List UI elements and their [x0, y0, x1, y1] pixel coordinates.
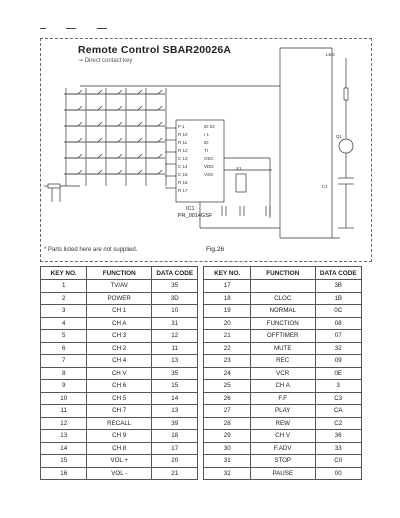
data-code-cell: 11	[152, 342, 198, 355]
key-switch-icon	[128, 122, 142, 126]
function-cell: STOP	[250, 455, 315, 468]
function-cell: PLAY	[250, 405, 315, 418]
key-switch-icon	[148, 154, 162, 158]
table-row	[41, 417, 362, 430]
svg-text:VSS: VSS	[204, 172, 214, 177]
svg-text:I 1: I 1	[204, 132, 210, 137]
key-switch-icon	[68, 170, 82, 174]
key-switch-icon	[68, 154, 82, 158]
function-cell: OFFTIMER	[250, 330, 315, 343]
function-cell: CH 5	[87, 392, 152, 405]
svg-text:Q1: Q1	[336, 134, 343, 139]
key-switch-icon	[88, 154, 102, 158]
data-code-cell: 20	[152, 455, 198, 468]
data-code-cell: 32	[315, 342, 362, 355]
key-no-cell: 28	[204, 417, 250, 430]
key-no-cell: 17	[204, 280, 250, 293]
data-code-cell: 13	[152, 405, 198, 418]
key-switch-icon	[88, 122, 102, 126]
schematic-title: Remote Control SBAR20026A	[78, 44, 232, 56]
key-no-cell: 14	[41, 442, 87, 455]
function-cell: CLOC	[250, 292, 315, 305]
key-switch-icon	[68, 122, 82, 126]
key-matrix	[64, 88, 166, 186]
key-switch-icon	[148, 170, 162, 174]
key-no-cell: 4	[41, 317, 87, 330]
key-no-cell: 12	[41, 417, 87, 430]
table-row	[41, 305, 362, 318]
table-row	[41, 430, 362, 443]
function-cell: CH 8	[87, 442, 152, 455]
ic-label: IC1	[186, 206, 195, 212]
key-no-cell: 29	[204, 430, 250, 443]
mark	[97, 28, 107, 29]
function-cell: CH 3	[87, 330, 152, 343]
schematic-legend	[78, 57, 132, 64]
key-no-cell: 32	[204, 467, 250, 480]
svg-text:R 10: R 10	[178, 132, 188, 137]
data-code-cell: 3	[315, 380, 362, 393]
data-code-cell: 07	[315, 330, 362, 343]
function-cell: RECALL	[87, 417, 152, 430]
svg-text:C 13: C 13	[178, 156, 188, 161]
svg-text:C 14: C 14	[178, 164, 188, 169]
svg-text:OSC: OSC	[204, 156, 214, 161]
table-row	[41, 330, 362, 343]
header-data-code: DATA CODE	[152, 267, 198, 280]
data-code-cell: 3B	[315, 280, 362, 293]
key-no-cell: 21	[204, 330, 250, 343]
header-function: FUNCTION	[250, 267, 315, 280]
svg-text:ID 22: ID 22	[204, 124, 215, 129]
data-code-cell: 35	[152, 367, 198, 380]
data-code-cell: 31	[152, 317, 198, 330]
key-code-table	[40, 266, 362, 480]
data-code-cell: 39	[152, 417, 198, 430]
svg-text:C 15: C 15	[178, 172, 188, 177]
function-cell: CH 4	[87, 355, 152, 368]
function-cell	[250, 280, 315, 293]
function-cell: CH 1	[87, 305, 152, 318]
key-switch-icon	[148, 106, 162, 110]
key-no-cell: 26	[204, 392, 250, 405]
data-code-cell: 10	[152, 305, 198, 318]
function-cell: PAUSE	[250, 467, 315, 480]
function-cell: TV/AV	[87, 280, 152, 293]
function-cell: FUNCTION	[250, 317, 315, 330]
top-marks	[40, 16, 123, 34]
key-no-cell: 1	[41, 280, 87, 293]
svg-text:ID: ID	[204, 140, 209, 145]
key-switch-icon	[68, 138, 82, 142]
data-code-cell: 13	[152, 355, 198, 368]
function-cell: REC	[250, 355, 315, 368]
key-switch-icon	[108, 122, 122, 126]
key-switch-icon	[88, 138, 102, 142]
data-code-cell: C2	[315, 417, 362, 430]
data-code-cell: 3D	[152, 292, 198, 305]
data-code-cell: C0	[315, 455, 362, 468]
key-no-cell: 16	[41, 467, 87, 480]
key-no-cell: 2	[41, 292, 87, 305]
data-code-cell: 18	[152, 430, 198, 443]
key-switch-icon	[88, 106, 102, 110]
key-switch-icon	[148, 138, 162, 142]
function-cell: VOL -	[87, 467, 152, 480]
key-no-cell: 5	[41, 330, 87, 343]
data-code-cell: 08	[315, 317, 362, 330]
table-row	[41, 342, 362, 355]
table-row	[41, 380, 362, 393]
key-no-cell: 9	[41, 380, 87, 393]
table-row	[41, 405, 362, 418]
data-code-cell: 21	[152, 467, 198, 480]
ic-part: PR_9014GSF	[178, 213, 213, 219]
svg-text:P 1: P 1	[178, 124, 185, 129]
table-row	[41, 292, 362, 305]
function-cell: F.ADV	[250, 442, 315, 455]
key-switch-icon	[128, 138, 142, 142]
key-no-cell: 25	[204, 380, 250, 393]
key-no-cell: 24	[204, 367, 250, 380]
key-no-cell: 11	[41, 405, 87, 418]
key-no-cell: 30	[204, 442, 250, 455]
svg-text:R 12: R 12	[178, 148, 188, 153]
key-switch-icon	[148, 90, 162, 94]
key-no-cell: 31	[204, 455, 250, 468]
function-cell: MUTE	[250, 342, 315, 355]
svg-text:VDD: VDD	[204, 164, 214, 169]
header-function: FUNCTION	[87, 267, 152, 280]
svg-text:LED: LED	[326, 52, 335, 57]
header-key-no: KEY NO.	[41, 267, 87, 280]
table-row	[41, 280, 362, 293]
key-switch-icon	[88, 170, 102, 174]
key-no-cell: 15	[41, 455, 87, 468]
contact-symbol-icon: ⊸	[78, 58, 84, 64]
data-code-cell: 36	[315, 430, 362, 443]
key-no-cell: 23	[204, 355, 250, 368]
table-row	[41, 392, 362, 405]
function-cell: CH 2	[87, 342, 152, 355]
key-no-cell: 3	[41, 305, 87, 318]
data-code-cell: 17	[152, 442, 198, 455]
table-row	[41, 367, 362, 380]
table-row	[41, 355, 362, 368]
header-key-no: KEY NO.	[204, 267, 250, 280]
function-cell: NORMAL	[250, 305, 315, 318]
key-no-cell: 13	[41, 430, 87, 443]
legend-text: Direct contact key	[84, 58, 133, 64]
key-no-cell: 6	[41, 342, 87, 355]
key-switch-icon	[128, 90, 142, 94]
function-cell: CH V	[87, 367, 152, 380]
key-no-cell: 10	[41, 392, 87, 405]
key-switch-icon	[128, 106, 142, 110]
mark	[66, 28, 76, 29]
function-cell: REW	[250, 417, 315, 430]
key-no-cell: 22	[204, 342, 250, 355]
data-code-cell: 14	[152, 392, 198, 405]
data-code-cell: 33	[315, 442, 362, 455]
key-switch-icon	[148, 122, 162, 126]
function-cell: CH 9	[87, 430, 152, 443]
data-code-cell: CA	[315, 405, 362, 418]
figure-label: Fig.26	[206, 246, 225, 253]
svg-text:X1: X1	[236, 166, 242, 171]
key-no-cell: 27	[204, 405, 250, 418]
key-switch-icon	[128, 154, 142, 158]
key-no-cell: 8	[41, 367, 87, 380]
key-no-cell: 7	[41, 355, 87, 368]
function-cell: VCR	[250, 367, 315, 380]
key-switch-icon	[88, 90, 102, 94]
function-cell: VOL +	[87, 455, 152, 468]
function-cell: CH 7	[87, 405, 152, 418]
key-no-cell: 19	[204, 305, 250, 318]
key-switch-icon	[128, 170, 142, 174]
data-code-cell: 09	[315, 355, 362, 368]
parts-note: * Parts listed here are not supplied.	[44, 247, 138, 253]
schematic-diagram	[40, 38, 370, 260]
key-switch-icon	[108, 106, 122, 110]
data-code-cell: C3	[315, 392, 362, 405]
function-cell: CH A	[250, 380, 315, 393]
function-cell: CH 6	[87, 380, 152, 393]
table-row	[41, 317, 362, 330]
key-switch-icon	[68, 90, 82, 94]
data-code-cell: 0E	[315, 367, 362, 380]
svg-text:R 11: R 11	[178, 140, 188, 145]
data-code-cell: 00	[315, 467, 362, 480]
header-data-code: DATA CODE	[315, 267, 362, 280]
function-cell: F.F	[250, 392, 315, 405]
key-no-cell: 20	[204, 317, 250, 330]
key-switch-icon	[68, 106, 82, 110]
data-code-cell: 12	[152, 330, 198, 343]
data-code-cell: 0C	[315, 305, 362, 318]
table-row	[41, 442, 362, 455]
key-switch-icon	[108, 138, 122, 142]
function-cell: POWER	[87, 292, 152, 305]
data-code-cell: 15	[152, 380, 198, 393]
mark	[40, 28, 46, 29]
key-no-cell: 18	[204, 292, 250, 305]
data-code-cell: 1B	[315, 292, 362, 305]
data-code-cell: 35	[152, 280, 198, 293]
svg-text:TI: TI	[204, 148, 208, 153]
function-cell: CH V	[250, 430, 315, 443]
table-header-row	[41, 267, 362, 280]
table-row	[41, 467, 362, 480]
key-switch-icon	[108, 170, 122, 174]
table-row	[41, 455, 362, 468]
svg-text:C1: C1	[322, 184, 328, 189]
key-switch-icon	[108, 154, 122, 158]
function-cell: CH A	[87, 317, 152, 330]
svg-text:R 16: R 16	[178, 180, 188, 185]
svg-text:R 17: R 17	[178, 188, 188, 193]
key-switch-icon	[108, 90, 122, 94]
